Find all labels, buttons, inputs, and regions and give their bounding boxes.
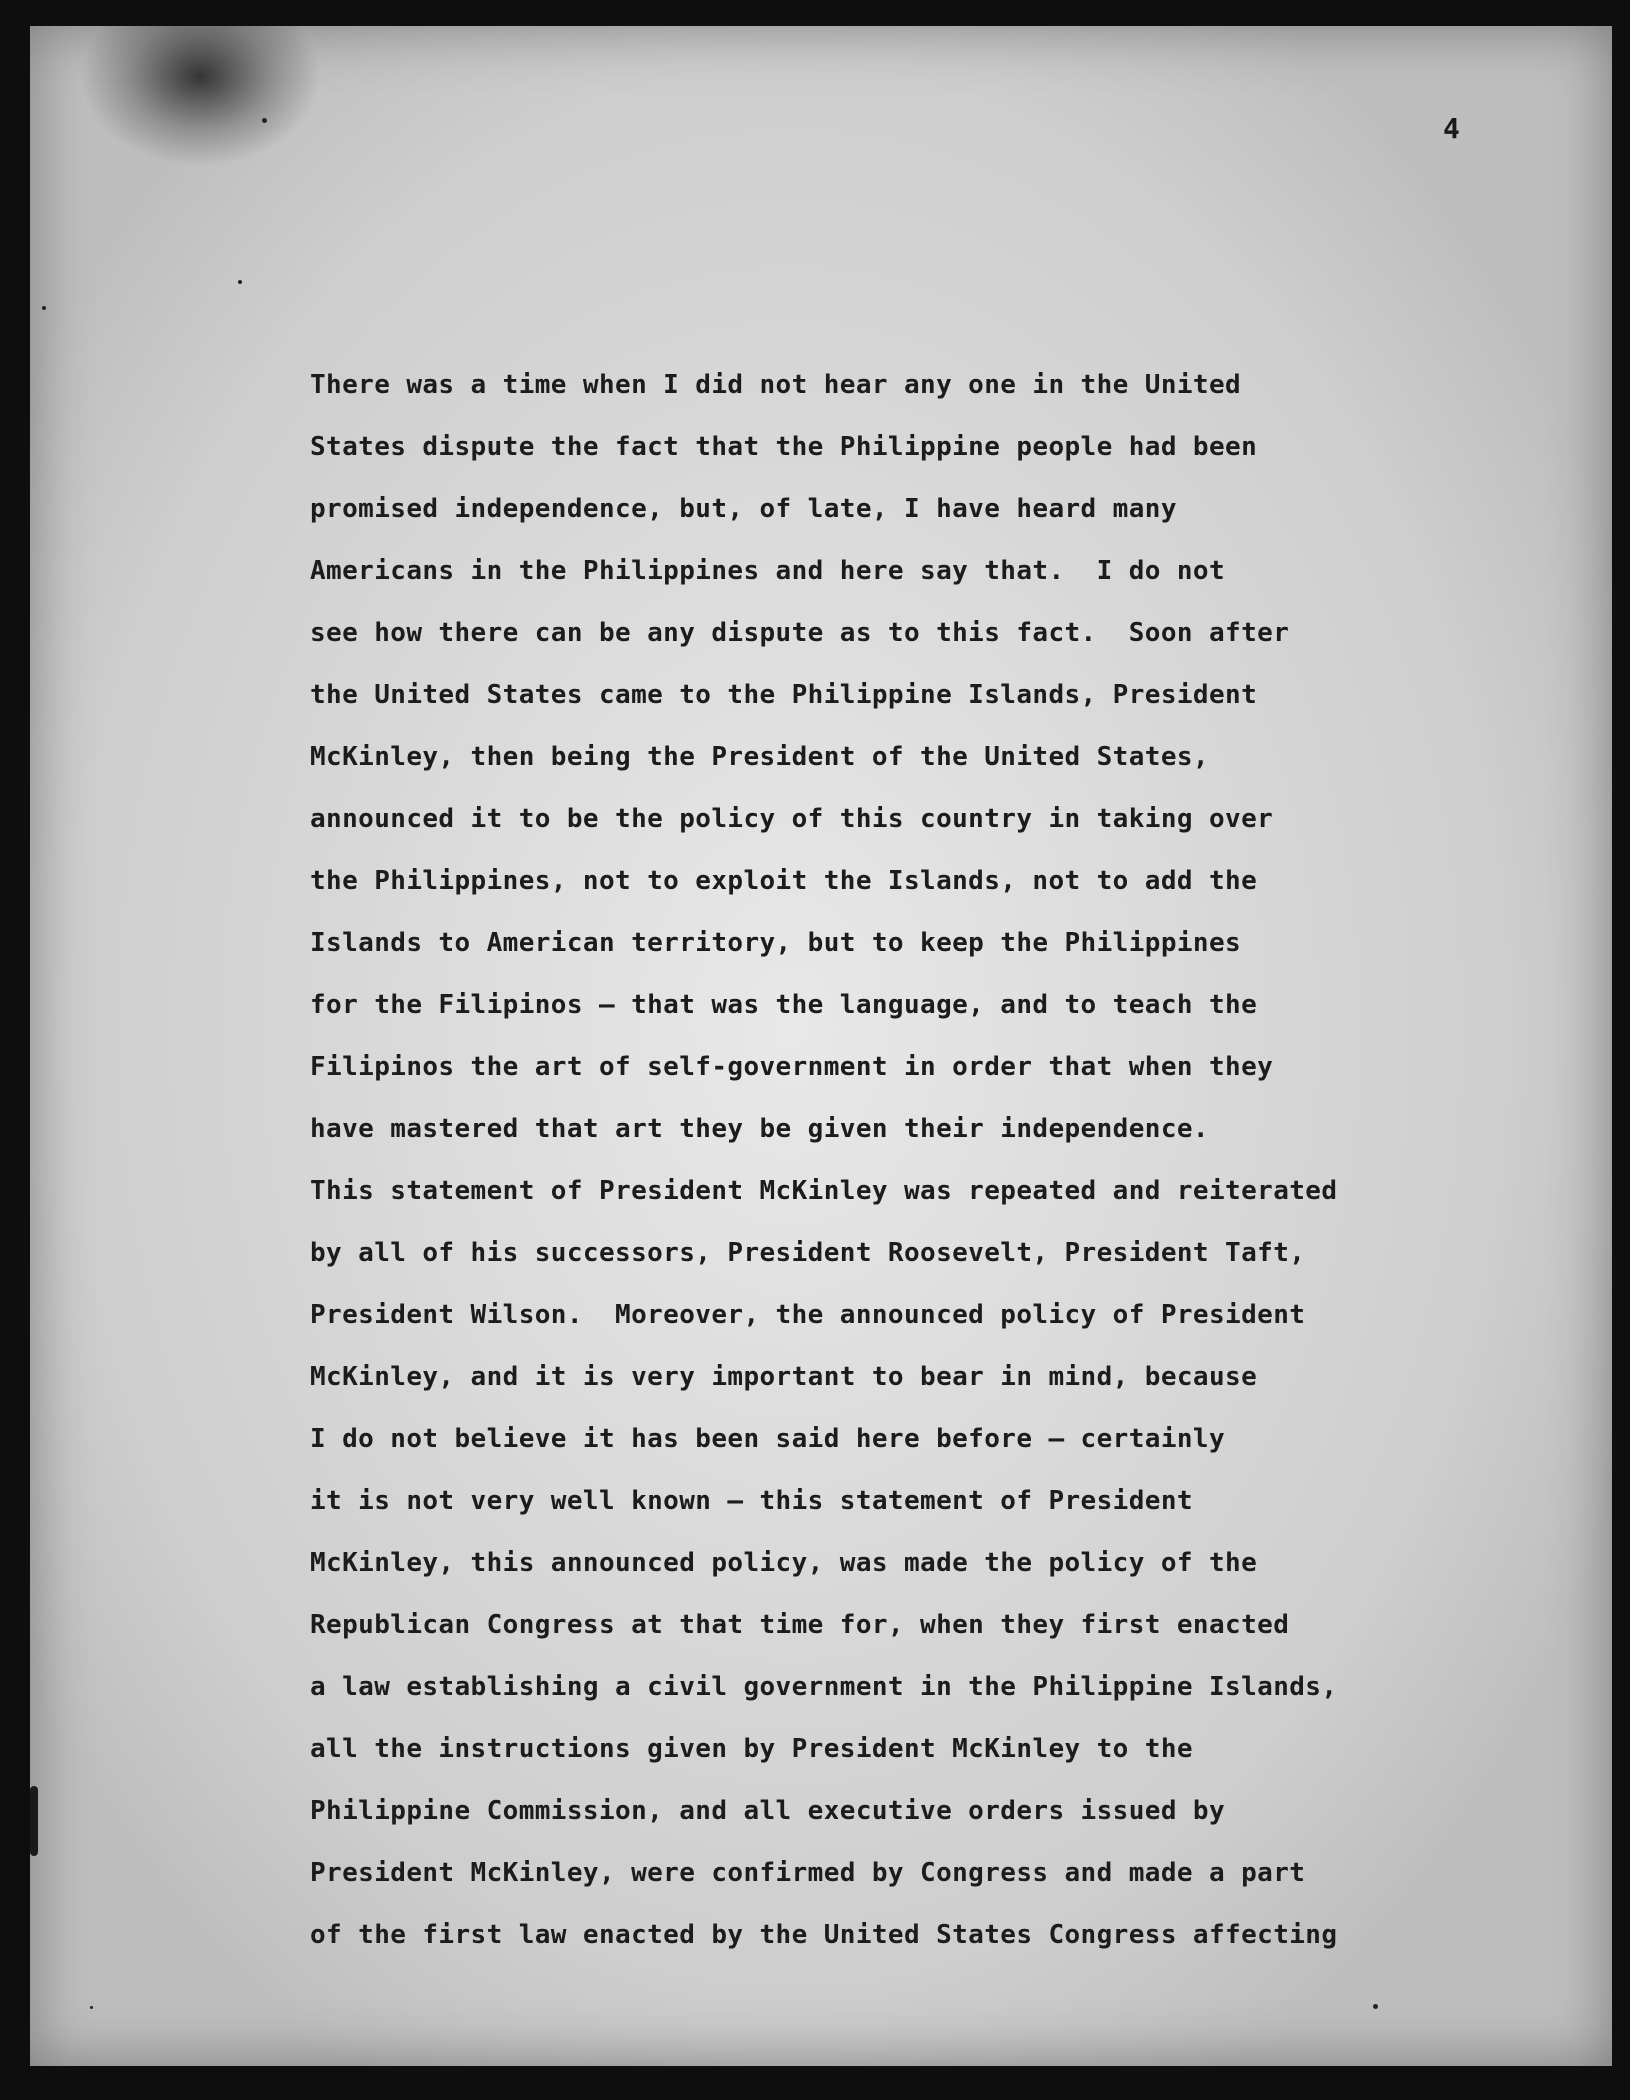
ink-speck xyxy=(262,118,267,123)
text-line: There was a time when I did not hear any one in the United xyxy=(310,370,1242,400)
document-page xyxy=(30,26,1612,2066)
text-line: Filipinos the art of self-government in order that when they xyxy=(310,1052,1274,1082)
text-line: Philippine Commission, and all executive orders issued by xyxy=(310,1796,1226,1826)
text-line: I do not believe it has been said here before — certainly xyxy=(310,1424,1226,1454)
text-line: the United States came to the Philippine Islands, President xyxy=(310,680,1258,710)
text-line: Americans in the Philippines and here say that. I do not xyxy=(310,556,1226,586)
text-line: a law establishing a civil government in the Philippine Islands, xyxy=(310,1672,1338,1702)
text-line: McKinley, then being the President of the United States, xyxy=(310,742,1209,772)
text-line: for the Filipinos — that was the language, and to teach the xyxy=(310,990,1258,1020)
text-line: all the instructions given by President McKinley to the xyxy=(310,1734,1193,1764)
text-line: Republican Congress at that time for, when they first enacted xyxy=(310,1610,1290,1640)
ink-speck xyxy=(42,306,46,310)
text-line: announced it to be the policy of this country in taking over xyxy=(310,804,1274,834)
body-text xyxy=(310,354,1580,1966)
text-line: see how there can be any dispute as to this fact. Soon after xyxy=(310,618,1290,648)
ink-speck xyxy=(238,280,242,284)
text-line: promised independence, but, of late, I have heard many xyxy=(310,494,1177,524)
text-line: have mastered that art they be given their independence. xyxy=(310,1114,1209,1144)
text-line: This statement of President McKinley was repeated and reiterated xyxy=(310,1176,1338,1206)
text-line: States dispute the fact that the Philippine people had been xyxy=(310,432,1258,462)
binding-mark xyxy=(30,1786,38,1856)
page-number: 4 xyxy=(1443,112,1460,145)
ink-speck xyxy=(90,2006,93,2009)
text-line: the Philippines, not to exploit the Islands, not to add the xyxy=(310,866,1258,896)
text-line: McKinley, and it is very important to bear in mind, because xyxy=(310,1362,1258,1392)
text-line: it is not very well known — this statement of President xyxy=(310,1486,1193,1516)
ink-speck xyxy=(1373,2004,1378,2009)
text-line: Islands to American territory, but to keep the Philippines xyxy=(310,928,1242,958)
text-line: by all of his successors, President Roosevelt, President Taft, xyxy=(310,1238,1306,1268)
text-line: of the first law enacted by the United States Congress affecting xyxy=(310,1920,1338,1950)
text-line: President McKinley, were confirmed by Congress and made a part xyxy=(310,1858,1306,1888)
text-line: McKinley, this announced policy, was made the policy of the xyxy=(310,1548,1258,1578)
text-line: President Wilson. Moreover, the announced policy of President xyxy=(310,1300,1306,1330)
